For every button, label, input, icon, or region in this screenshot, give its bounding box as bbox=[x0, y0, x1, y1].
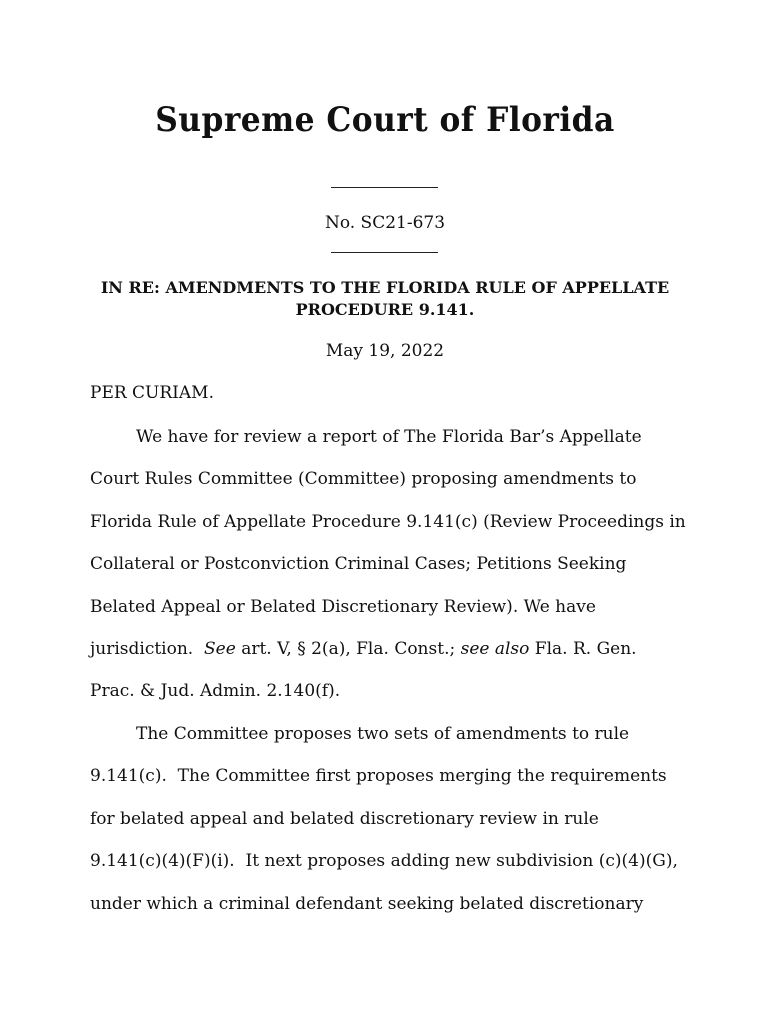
paragraph-line: Belated Appeal or Belated Discretionary Review). We have bbox=[90, 596, 596, 617]
opinion-date: May 19, 2022 bbox=[325, 341, 445, 361]
paragraph-line: The Committee proposes two sets of amendments to rule bbox=[136, 724, 630, 744]
paragraph-line: 9.141(c). The Committee first proposes merging the requirements bbox=[90, 766, 667, 787]
per-curiam-heading: PER CURIAM. bbox=[90, 383, 214, 403]
paragraph-line: Court Rules Committee (Committee) proposing amendments to bbox=[90, 469, 637, 490]
separator-line-top bbox=[331, 187, 438, 188]
paragraph-line: under which a criminal defendant seeking belated discretionary bbox=[90, 893, 644, 914]
paragraph-line: Collateral or Postconviction Criminal Cases; Petitions Seeking bbox=[90, 554, 627, 575]
caption-line-2: PROCEDURE 9.141. bbox=[295, 300, 475, 319]
text-segment: Fla. R. Gen. bbox=[529, 639, 637, 660]
citation-signal-see: See bbox=[204, 639, 236, 660]
separator-line-bottom bbox=[331, 252, 438, 253]
text-segment: art. V, § 2(a), Fla. Const.; bbox=[235, 639, 461, 660]
case-caption bbox=[90, 277, 680, 321]
paragraph-2 bbox=[90, 713, 690, 925]
paragraph-line bbox=[90, 628, 690, 670]
paragraph-line: Florida Rule of Appellate Procedure 9.141(c) (Review Proceedings in bbox=[90, 511, 686, 532]
court-title: Supreme Court of Florida bbox=[155, 100, 615, 140]
caption-line-1: IN RE: AMENDMENTS TO THE FLORIDA RULE OF APPELLATE bbox=[100, 278, 670, 297]
paragraph-1 bbox=[90, 416, 690, 713]
paragraph-line: Prac. & Jud. Admin. 2.140(f). bbox=[90, 681, 341, 702]
case-number: No. SC21-673 bbox=[324, 213, 446, 233]
citation-signal-see-also: see also bbox=[460, 639, 530, 660]
text-segment: jurisdiction. bbox=[90, 639, 205, 660]
paragraph-line: We have for review a report of The Florida Bar’s Appellate bbox=[136, 427, 642, 447]
paragraph-line: for belated appeal and belated discretionary review in rule bbox=[90, 808, 599, 829]
paragraph-line: 9.141(c)(4)(F)(i). It next proposes adding new subdivision (c)(4)(G), bbox=[90, 851, 678, 872]
